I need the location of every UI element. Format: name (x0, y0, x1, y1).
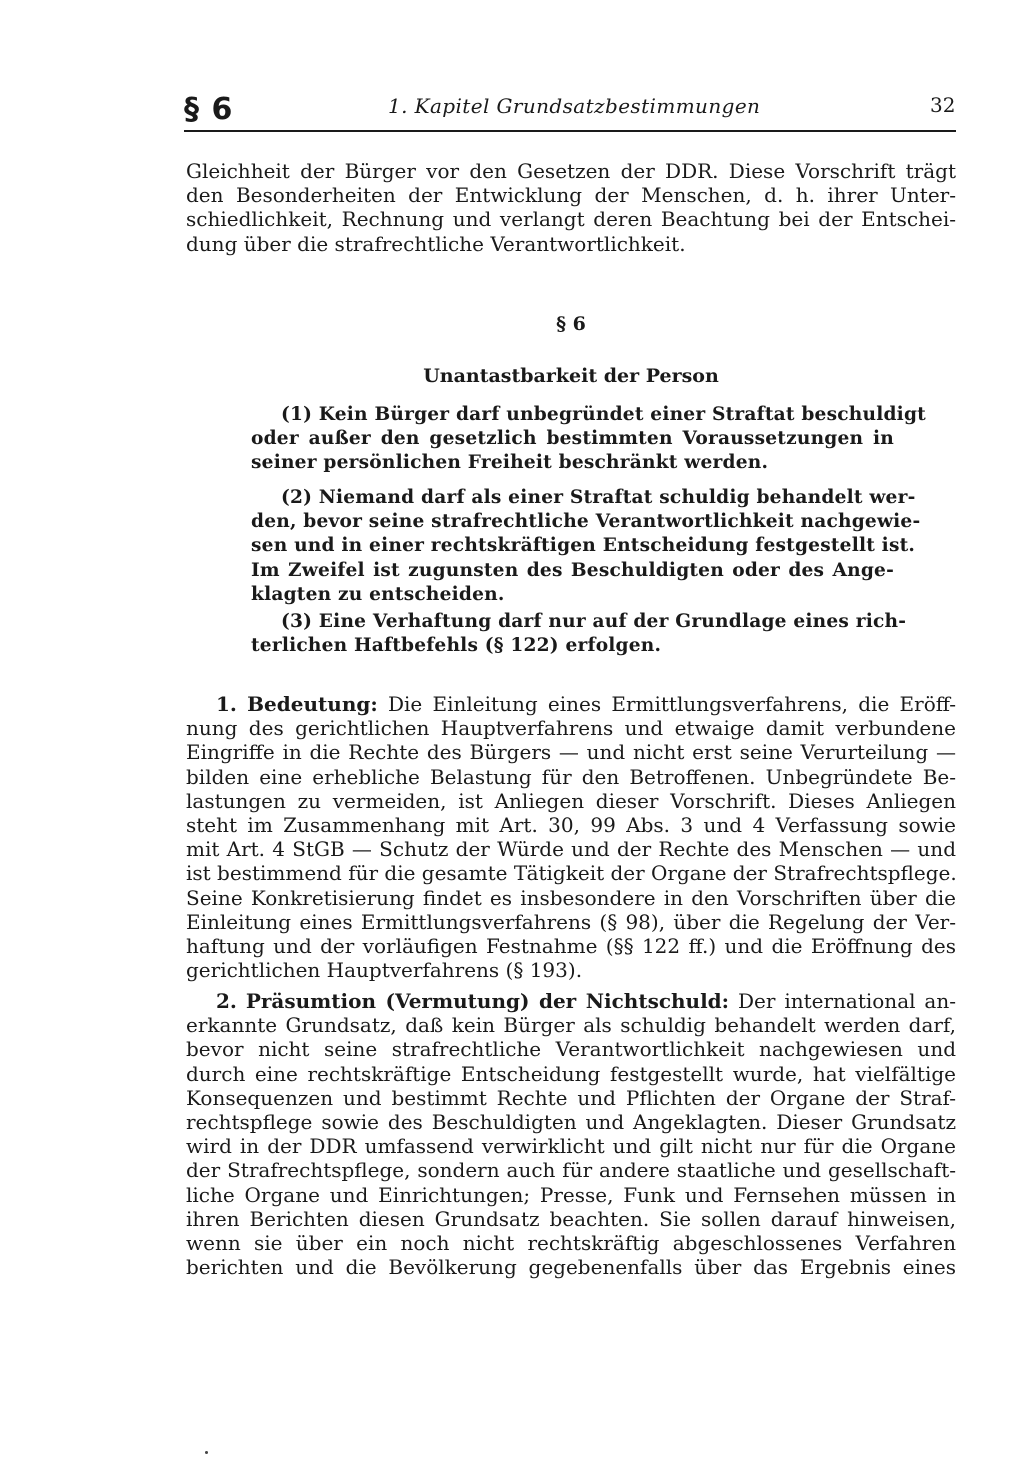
text-line: wenn sie über ein noch nicht rechtskräftig abgeschlossenes Verfahren (186, 1231, 956, 1256)
law-line: (1) Kein Bürger darf unbegründet einer Straftat beschuldigt (281, 404, 926, 425)
commentary-number: 1. (216, 692, 237, 716)
law-heading: Unantastbarkeit der Person (423, 365, 719, 387)
law-line: (2) Niemand darf als einer Straftat schuldig behandelt wer- (281, 487, 916, 508)
law-paragraph-2 (251, 486, 921, 607)
law-paragraph-1 (251, 403, 926, 476)
commentary-first-text: Der international an- (737, 989, 956, 1013)
law-line: seiner persönlichen Freiheit beschränkt werden. (251, 452, 769, 474)
intro-paragraph (186, 159, 956, 256)
header-chapter-title: 1. Kapitel Grundsatzbestimmungen (388, 94, 761, 118)
commentary-number: 2. (216, 989, 237, 1013)
text-line: lastungen zu vermeiden, ist Anliegen dieser Vorschrift. Dieses Anliegen (186, 788, 956, 813)
text-line: nung des gerichtlichen Hauptverfahrens und etwaige damit verbundene (186, 716, 956, 741)
header-rule (184, 130, 956, 132)
commentary-first-line (186, 989, 956, 1013)
text-line: liche Organe und Einrichtungen; Presse, Funk und Fernsehen müssen in (186, 1182, 956, 1207)
text-line: Gleichheit der Bürger vor den Gesetzen der DDR. Diese Vorschrift trägt (186, 159, 956, 183)
commentary-term: Bedeutung: (247, 692, 378, 716)
text-line: dung über die strafrechtliche Verantwortlichkeit. (186, 231, 686, 256)
law-line: oder außer den gesetzlich bestimmten Voraussetzungen in (251, 428, 894, 450)
text-line: bevor nicht seine strafrechtliche Verantwortlichkeit nachgewiesen und (186, 1037, 956, 1062)
text-line: Konsequenzen und bestimmt Rechte und Pflichten der Organe der Straf- (186, 1085, 956, 1110)
header-section-mark: § 6 (184, 92, 234, 127)
text-line: den Besonderheiten der Entwicklung der Menschen, d. h. ihrer Unter- (186, 183, 956, 208)
text-line: rechtspflege sowie des Beschuldigten und Angeklagten. Dieser Grundsatz (186, 1110, 956, 1135)
law-line: den, bevor seine strafrechtliche Verantwortlichkeit nachgewie- (251, 511, 921, 533)
commentary-first-text: Die Einleitung eines Ermittlungsverfahrens, die Eröff- (388, 692, 956, 716)
commentary-2 (186, 989, 956, 1279)
law-line: terlichen Haftbefehls (§ 122) erfolgen. (251, 635, 662, 657)
text-line: schiedlichkeit, Rechnung und verlangt deren Beachtung bei der Entschei- (186, 207, 956, 232)
text-line: wird in der DDR umfassend verwirklicht und gilt nicht nur für die Organe (186, 1134, 956, 1159)
law-section-label: § 6 (556, 313, 586, 335)
text-line: Seine Konkretisierung findet es insbesondere in den Vorschriften über die (186, 885, 956, 910)
law-paragraph-3 (251, 610, 907, 658)
text-line: berichten und die Bevölkerung gegebenenfalls über das Ergebnis eines (186, 1255, 956, 1280)
law-line: Im Zweifel ist zugunsten des Beschuldigten oder des Ange- (251, 559, 894, 581)
law-line: sen und in einer rechtskräftigen Entscheidung festgestellt ist. (251, 535, 916, 557)
text-line: ihren Berichten diesen Grundsatz beachten. Sie sollen darauf hinweisen, (186, 1206, 956, 1231)
law-line: (3) Eine Verhaftung darf nur auf der Grundlage eines rich- (281, 611, 907, 632)
text-line: ist bestimmend für die gesamte Tätigkeit der Organe der Strafrechtspflege. (186, 861, 957, 886)
text-line: haftung und der vorläufigen Festnahme (§§ 122 ff.) und die Eröffnung des (186, 934, 956, 959)
text-line: mit Art. 4 StGB — Schutz der Würde und der Rechte des Menschen — und (186, 837, 956, 862)
page-number: 32 (930, 93, 956, 117)
text-line: Eingriffe in die Rechte des Bürgers — und nicht erst seine Verurteilung — (186, 740, 956, 765)
commentary-term: Präsumtion (Vermutung) der Nichtschuld: (245, 989, 730, 1013)
text-line: bilden eine erhebliche Belastung für den Betroffenen. Unbegründete Be- (186, 764, 956, 789)
commentary-first-line (186, 692, 956, 716)
text-line: erkannte Grundsatz, daß kein Bürger als schuldig behandelt werden darf, (186, 1013, 956, 1038)
text-line: durch eine rechtskräftige Entscheidung festgestellt wurde, hat vielfältige (186, 1061, 956, 1086)
scan-speck (205, 1451, 208, 1454)
commentary-1 (186, 692, 956, 982)
text-line: gerichtlichen Hauptverfahrens (§ 193). (186, 958, 583, 983)
text-line: Einleitung eines Ermittlungsverfahrens (§ 98), über die Regelung der Ver- (186, 909, 956, 934)
text-line: der Strafrechtspflege, sondern auch für andere staatliche und gesellschaft- (186, 1158, 956, 1183)
law-line: klagten zu entscheiden. (251, 583, 505, 605)
text-line: steht im Zusammenhang mit Art. 30, 99 Abs. 3 und 4 Verfassung sowie (186, 813, 956, 838)
